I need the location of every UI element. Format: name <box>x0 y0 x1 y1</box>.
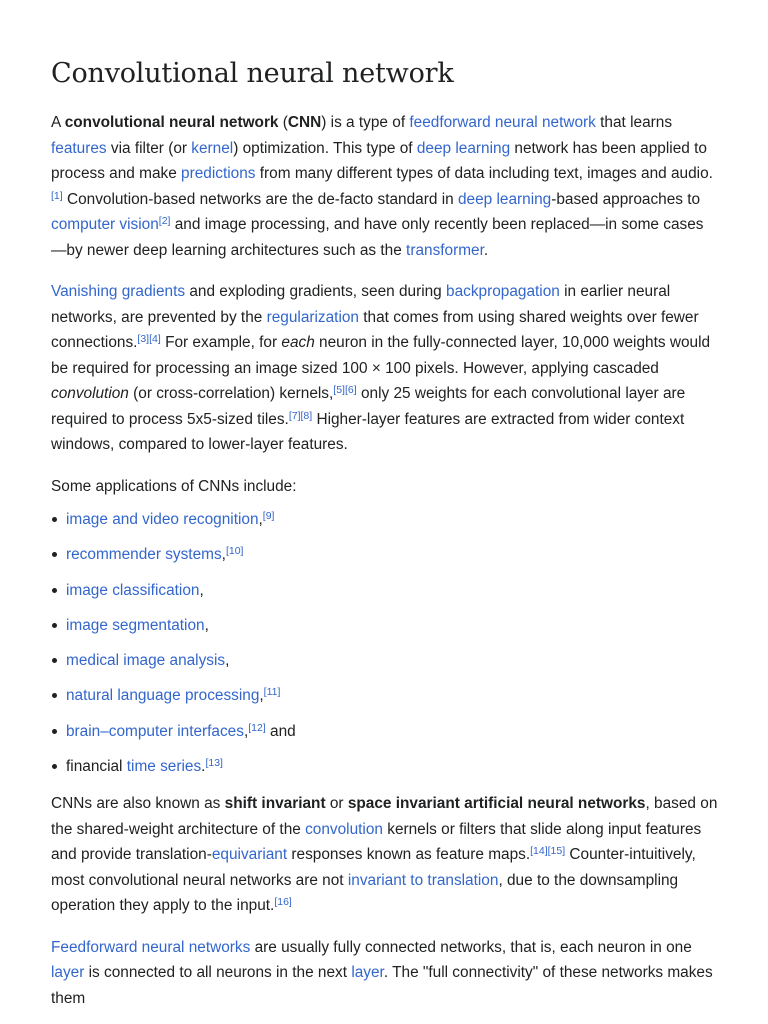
text: financial <box>66 758 127 776</box>
citation-link[interactable]: [1] <box>51 189 63 202</box>
citation-link[interactable]: [7] <box>288 409 301 422</box>
link-kernel[interactable]: kernel <box>191 139 234 157</box>
link-invariant-to-translation[interactable]: invariant to translation <box>347 871 499 889</box>
applications-list <box>51 507 718 779</box>
paragraph-gradients <box>51 279 718 458</box>
paragraph-feedforward <box>51 935 718 1012</box>
link-application[interactable]: image segmentation <box>66 616 205 634</box>
citation-link[interactable]: [15] <box>547 845 566 858</box>
list-item <box>66 754 718 779</box>
applications-intro: Some applications of CNNs include: <box>51 477 297 495</box>
citation <box>137 333 160 345</box>
citation-link[interactable]: [14] <box>530 845 548 858</box>
link-application[interactable]: time series <box>126 758 202 776</box>
text: and exploding gradients, seen during <box>185 283 447 300</box>
link-feedforward-neural-networks[interactable]: Feedforward neural networks <box>51 938 251 956</box>
citation <box>264 686 281 698</box>
link-computer-vision[interactable]: computer vision <box>51 216 159 233</box>
text: or <box>325 795 348 813</box>
bullet-icon <box>52 517 57 522</box>
citation <box>159 215 171 227</box>
citation-link[interactable]: [8] <box>300 409 313 422</box>
list-item <box>66 542 718 567</box>
bullet-icon <box>52 552 57 557</box>
citation-link[interactable]: [11] <box>263 686 281 699</box>
emphasis-convolution: convolution <box>51 385 129 402</box>
text: from many different types of data including text, images and audio. <box>255 165 713 182</box>
text: A <box>51 114 65 131</box>
citation <box>289 410 312 422</box>
citation-link[interactable]: [10] <box>225 545 244 558</box>
emphasis-each: each <box>281 334 315 351</box>
text: in earlier neural networks, are prevented by the <box>51 283 671 326</box>
paragraph-shift-invariant <box>51 791 718 919</box>
text: , <box>243 722 249 740</box>
citation-link[interactable]: [6] <box>344 384 357 396</box>
link-regularization[interactable]: regularization <box>266 308 359 326</box>
text: , <box>259 687 264 705</box>
citation-link[interactable]: [5] <box>333 384 345 396</box>
term-cnn-abbrev: CNN <box>287 114 322 131</box>
text: , <box>225 652 230 670</box>
text: ( <box>278 114 288 131</box>
citation <box>333 384 356 396</box>
text: and image processing, and have only recently been replaced—in some cases—by newer deep learning architectures such as the <box>51 216 704 259</box>
link-layer[interactable]: layer <box>51 964 85 982</box>
text: , <box>204 616 209 634</box>
link-deep-learning-2[interactable]: deep learning <box>457 190 552 208</box>
text: that comes from using shared weights over fewer connections. <box>51 308 699 351</box>
link-application[interactable]: brain–computer interfaces <box>66 722 244 740</box>
text: is connected to all neurons in the next <box>84 964 352 982</box>
citation-link[interactable]: [9] <box>262 510 275 522</box>
citation-link[interactable]: [3] <box>137 333 150 345</box>
text: via filter (or <box>106 139 192 157</box>
link-application[interactable]: image classification <box>66 581 200 599</box>
citation <box>51 190 63 202</box>
text: network has been applied to process and make <box>51 139 707 182</box>
bullet-icon <box>52 658 57 663</box>
citation-link[interactable]: [2] <box>158 215 171 227</box>
text: , due to the downsampling operation they apply to the input. <box>51 871 679 915</box>
text: . The "full connectivity" of these networks makes them <box>51 964 713 1007</box>
citation <box>263 510 275 522</box>
text: , <box>199 581 204 599</box>
link-convolution[interactable]: convolution <box>305 820 383 838</box>
text: responses known as feature maps. <box>287 846 531 864</box>
citation <box>205 757 223 769</box>
link-vanishing-gradients[interactable]: Vanishing gradients <box>51 283 186 300</box>
link-layer-2[interactable]: layer <box>351 964 384 982</box>
link-features[interactable]: features <box>51 139 107 157</box>
link-application[interactable]: natural language processing <box>66 687 260 705</box>
text: ) is a type of <box>321 114 410 131</box>
text: CNNs are also known as <box>51 795 225 813</box>
text: . <box>201 758 206 776</box>
text: kernels or filters that slide along input features and provide translation- <box>51 820 702 864</box>
term-cnn-bold: convolutional neural network <box>64 114 279 131</box>
bullet-icon <box>52 693 57 698</box>
text: -based approaches to <box>551 190 701 208</box>
text: and <box>265 722 296 740</box>
text: neuron in the fully-connected layer, 10,000 weights would be required for processing an image sized 100 × 100 pixels. However, applying cascaded <box>51 334 711 377</box>
citation <box>226 545 244 557</box>
link-feedforward-neural-network[interactable]: feedforward neural network <box>409 114 596 131</box>
link-equivariant[interactable]: equivariant <box>211 846 288 864</box>
bullet-icon <box>52 729 57 734</box>
text: . <box>483 241 489 259</box>
text: (or cross-correlation) kernels, <box>128 385 334 402</box>
citation <box>274 896 292 908</box>
link-deep-learning[interactable]: deep learning <box>416 139 511 157</box>
link-application[interactable]: recommender systems <box>66 546 222 564</box>
list-item <box>66 683 718 708</box>
bullet-icon <box>52 623 57 628</box>
citation-link[interactable]: [12] <box>248 721 266 734</box>
page-title: Convolutional neural network <box>51 58 454 89</box>
citation <box>530 845 565 857</box>
term-space-invariant: space invariant artificial neural networks <box>347 795 646 813</box>
bullet-icon <box>52 588 57 593</box>
text: , <box>221 546 226 564</box>
citation-link[interactable]: [13] <box>205 757 223 770</box>
list-item <box>66 613 718 638</box>
link-transformer[interactable]: transformer <box>406 241 484 259</box>
citation-link[interactable]: [4] <box>149 333 161 345</box>
text: , based on the shared-weight architecture of the <box>51 795 718 838</box>
term-shift-invariant: shift invariant <box>224 795 326 813</box>
list-item <box>66 648 718 673</box>
citation <box>248 722 266 734</box>
text: only 25 weights for each convolutional layer are required to process 5x5-sized tiles. <box>51 385 686 428</box>
link-backpropagation[interactable]: backpropagation <box>446 283 560 300</box>
text: Convolution-based networks are the de-facto standard in <box>62 190 458 208</box>
intro-paragraph <box>51 110 718 263</box>
text: Counter-intuitively, most convolutional neural networks are not <box>51 846 696 889</box>
text: ) optimization. This type of <box>233 139 417 157</box>
list-item <box>66 578 718 603</box>
link-application[interactable]: image and video recognition <box>66 511 259 528</box>
text: Higher-layer features are extracted from wider context windows, compared to lower-layer features. <box>51 410 685 453</box>
link-predictions[interactable]: predictions <box>181 165 256 182</box>
citation-link[interactable]: [16] <box>274 896 292 909</box>
list-item <box>66 719 718 744</box>
list-item <box>66 507 718 532</box>
bullet-icon <box>52 764 57 769</box>
text: that learns <box>595 114 673 131</box>
link-application[interactable]: medical image analysis <box>66 652 226 670</box>
text: For example, for <box>160 334 282 351</box>
text: , <box>258 511 263 528</box>
text: are usually fully connected networks, that is, each neuron in one <box>250 938 692 956</box>
